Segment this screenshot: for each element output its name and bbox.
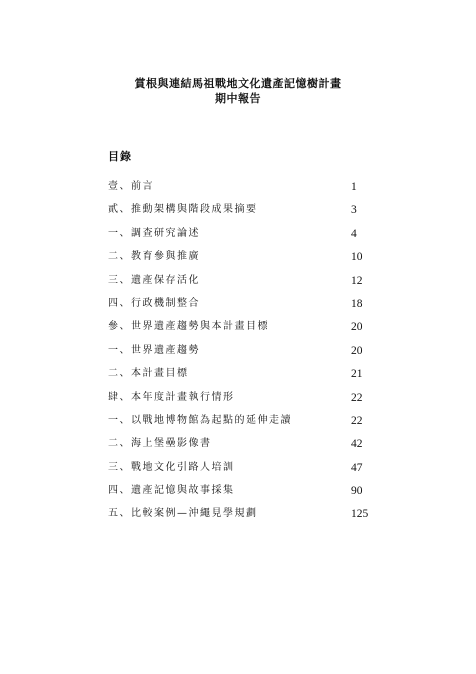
- toc-entry: [108, 224, 388, 247]
- toc-entry: [108, 504, 388, 527]
- toc-entry-page: 125: [351, 508, 369, 521]
- toc-entry: [108, 481, 388, 504]
- title-block: [0, 76, 476, 106]
- toc-entry-page: 20: [351, 321, 363, 334]
- toc-entry-label: 二、教育參與推廣: [108, 251, 200, 263]
- toc-entry: [108, 294, 388, 317]
- toc-entry: [108, 364, 388, 387]
- toc-entry: [108, 434, 388, 457]
- toc-entry-label: 四、遺產記憶與故事採集: [108, 485, 235, 497]
- document-subtitle: 期中報告: [215, 92, 261, 105]
- toc-entry: [108, 317, 388, 340]
- toc-entry-page: 4: [351, 227, 357, 240]
- toc-entry-label: 貳、推動架構與階段成果摘要: [108, 204, 258, 216]
- toc-entry-page: 21: [351, 368, 363, 381]
- toc-entry: [108, 388, 388, 411]
- toc-entry: [108, 411, 388, 434]
- toc-entry-label: 壹、前言: [108, 181, 154, 192]
- toc-heading: 目錄: [108, 150, 132, 163]
- toc-entry-page: 1: [351, 181, 357, 193]
- toc-entry-page: 10: [351, 251, 363, 264]
- toc-entry-page: 22: [351, 414, 363, 427]
- toc-entry-label: 一、世界遺產趨勢: [108, 344, 200, 356]
- document-title: 賞根與連結馬祖戰地文化遺產記憶樹計畫: [134, 77, 342, 90]
- toc-entry-label: 二、海上堡壘影像書: [108, 438, 212, 450]
- toc-entry-page: 12: [351, 274, 363, 287]
- toc-entry-page: 3: [351, 204, 357, 217]
- toc-entry: [108, 200, 388, 223]
- toc-entry-label: 一、以戰地博物館為起點的延伸走讀: [108, 414, 292, 426]
- toc-entry-page: 20: [351, 344, 363, 357]
- toc-entry-label: 二、本計畫目標: [108, 368, 189, 380]
- toc-entry-label: 四、行政機制整合: [108, 297, 200, 309]
- toc-entry-page: 18: [351, 297, 363, 310]
- toc-entry: [108, 271, 388, 294]
- toc-entry-page: 42: [351, 438, 363, 451]
- toc-entry-label: 肆、本年度計畫執行情形: [108, 391, 235, 403]
- toc-entry-page: 90: [351, 485, 363, 498]
- toc-entry: [108, 341, 388, 364]
- toc-entry-label: 參、世界遺產趨勢與本計畫目標: [108, 321, 269, 333]
- toc-entry-label: 一、調查研究論述: [108, 227, 200, 239]
- toc-entry-label: 三、戰地文化引路人培訓: [108, 461, 235, 473]
- toc-entry-label: 五、比較案例—沖繩見學規劃: [108, 508, 258, 520]
- toc-entry-page: 47: [351, 461, 363, 474]
- toc-entry-label: 三、遺產保存活化: [108, 274, 200, 286]
- table-of-contents: [108, 177, 388, 528]
- toc-entry-page: 22: [351, 391, 363, 404]
- toc-entry: [108, 247, 388, 270]
- toc-entry: [108, 177, 388, 200]
- toc-entry: [108, 458, 388, 481]
